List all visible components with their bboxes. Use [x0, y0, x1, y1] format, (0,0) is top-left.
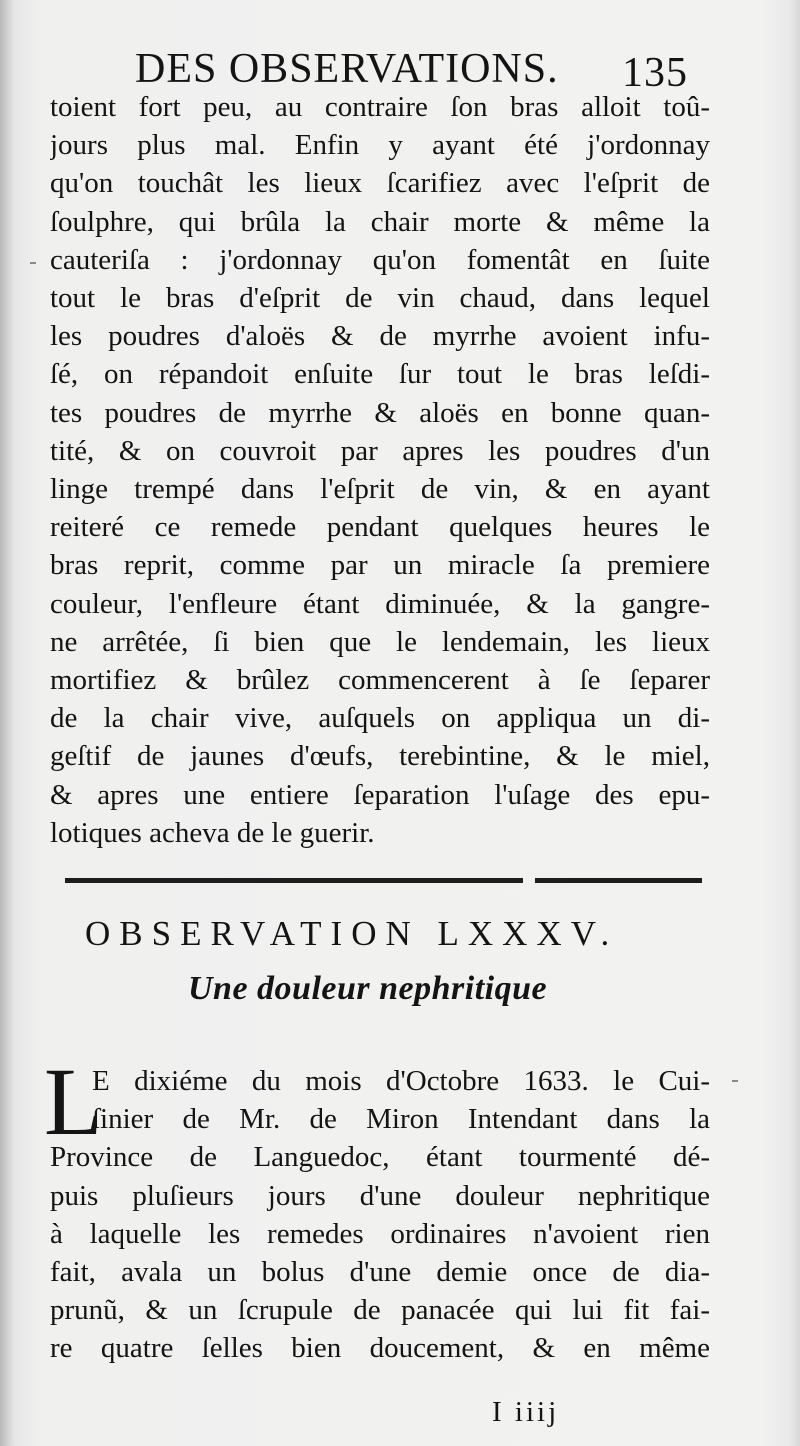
text-line: mortifiez & brûlez commencerent à ſe ſeparer	[50, 664, 710, 697]
text-line: re quatre ſelles bien doucement, & en même	[50, 1332, 710, 1365]
observation-heading: OBSERVATION LXXXV.	[85, 914, 619, 953]
section-divider	[65, 878, 705, 888]
text-line: cauteriſa : j'ordonnay qu'on fomentât en ſuite	[50, 243, 710, 276]
text-line: de la chair vive, auſquels on appliqua un di-	[50, 702, 710, 735]
text-line: & apres une entiere ſeparation l'uſage des epu-	[50, 778, 710, 811]
drop-cap: L	[44, 1048, 103, 1155]
text-line: jours plus mal. Enfin y ayant été j'ordonnay	[50, 129, 710, 162]
observation-subtitle: Une douleur nephritique	[188, 970, 548, 1007]
text-line: les poudres d'aloës & de myrrhe avoient infu-	[50, 320, 710, 353]
text-line: tout le bras d'eſprit de vin chaud, dans lequel	[50, 282, 710, 315]
text-line: reiteré ce remede pendant quelques heures le	[50, 511, 710, 544]
text-line: qu'on touchât les lieux ſcarifiez avec l'eſprit de	[50, 167, 710, 200]
text-line: prunũ, & un ſcrupule de panacée qui lui fit fai-	[50, 1294, 710, 1327]
text-line: geſtif de jaunes d'œufs, terebintine, & le miel,	[50, 740, 710, 773]
margin-mark	[30, 262, 36, 264]
text-line: tité, & on couvroit par apres les poudres d'un	[50, 434, 710, 467]
text-line: E dixiéme du mois d'Octobre 1633. le Cui-	[92, 1065, 710, 1097]
divider-rule	[535, 878, 702, 883]
text-line: ſoulphre, qui brûla la chair morte & même la	[50, 205, 710, 238]
observation-text	[50, 1062, 710, 1368]
text-line: toient fort peu, au contraire ſon bras alloit toû-	[50, 91, 710, 123]
body-text	[50, 88, 710, 852]
text-line: couleur, l'enfleure étant diminuée, & la gangre-	[50, 587, 710, 620]
margin-mark	[732, 1080, 738, 1082]
text-line: linge trempé dans l'eſprit de vin, & en ayant	[50, 473, 710, 506]
signature-mark: I iiij	[492, 1396, 560, 1428]
text-line: ne arrêtée, ſi bien que le lendemain, les lieux	[50, 625, 710, 658]
running-title: DES OBSERVATIONS.	[135, 46, 559, 92]
text-line: à laquelle les remedes ordinaires n'avoient rien	[50, 1217, 710, 1250]
text-line: bras reprit, comme par un miracle ſa premiere	[50, 549, 710, 582]
text-line: tes poudres de myrrhe & aloës en bonne quan-	[50, 396, 710, 429]
text-line: ſé, on répandoit enſuite ſur tout le bras leſdi-	[50, 358, 710, 391]
page-number: 135	[622, 50, 688, 96]
text-line: puis pluſieurs jours d'une douleur nephritique	[50, 1179, 710, 1212]
text-line: lotiques acheva de le guerir.	[50, 816, 375, 849]
divider-rule	[65, 878, 523, 883]
text-line: Province de Languedoc, étant tourmenté dé-	[50, 1141, 710, 1174]
text-line: fait, avala un bolus d'une demie once de dia-	[50, 1256, 710, 1289]
text-line: ſinier de Mr. de Miron Intendant dans la	[92, 1103, 710, 1136]
